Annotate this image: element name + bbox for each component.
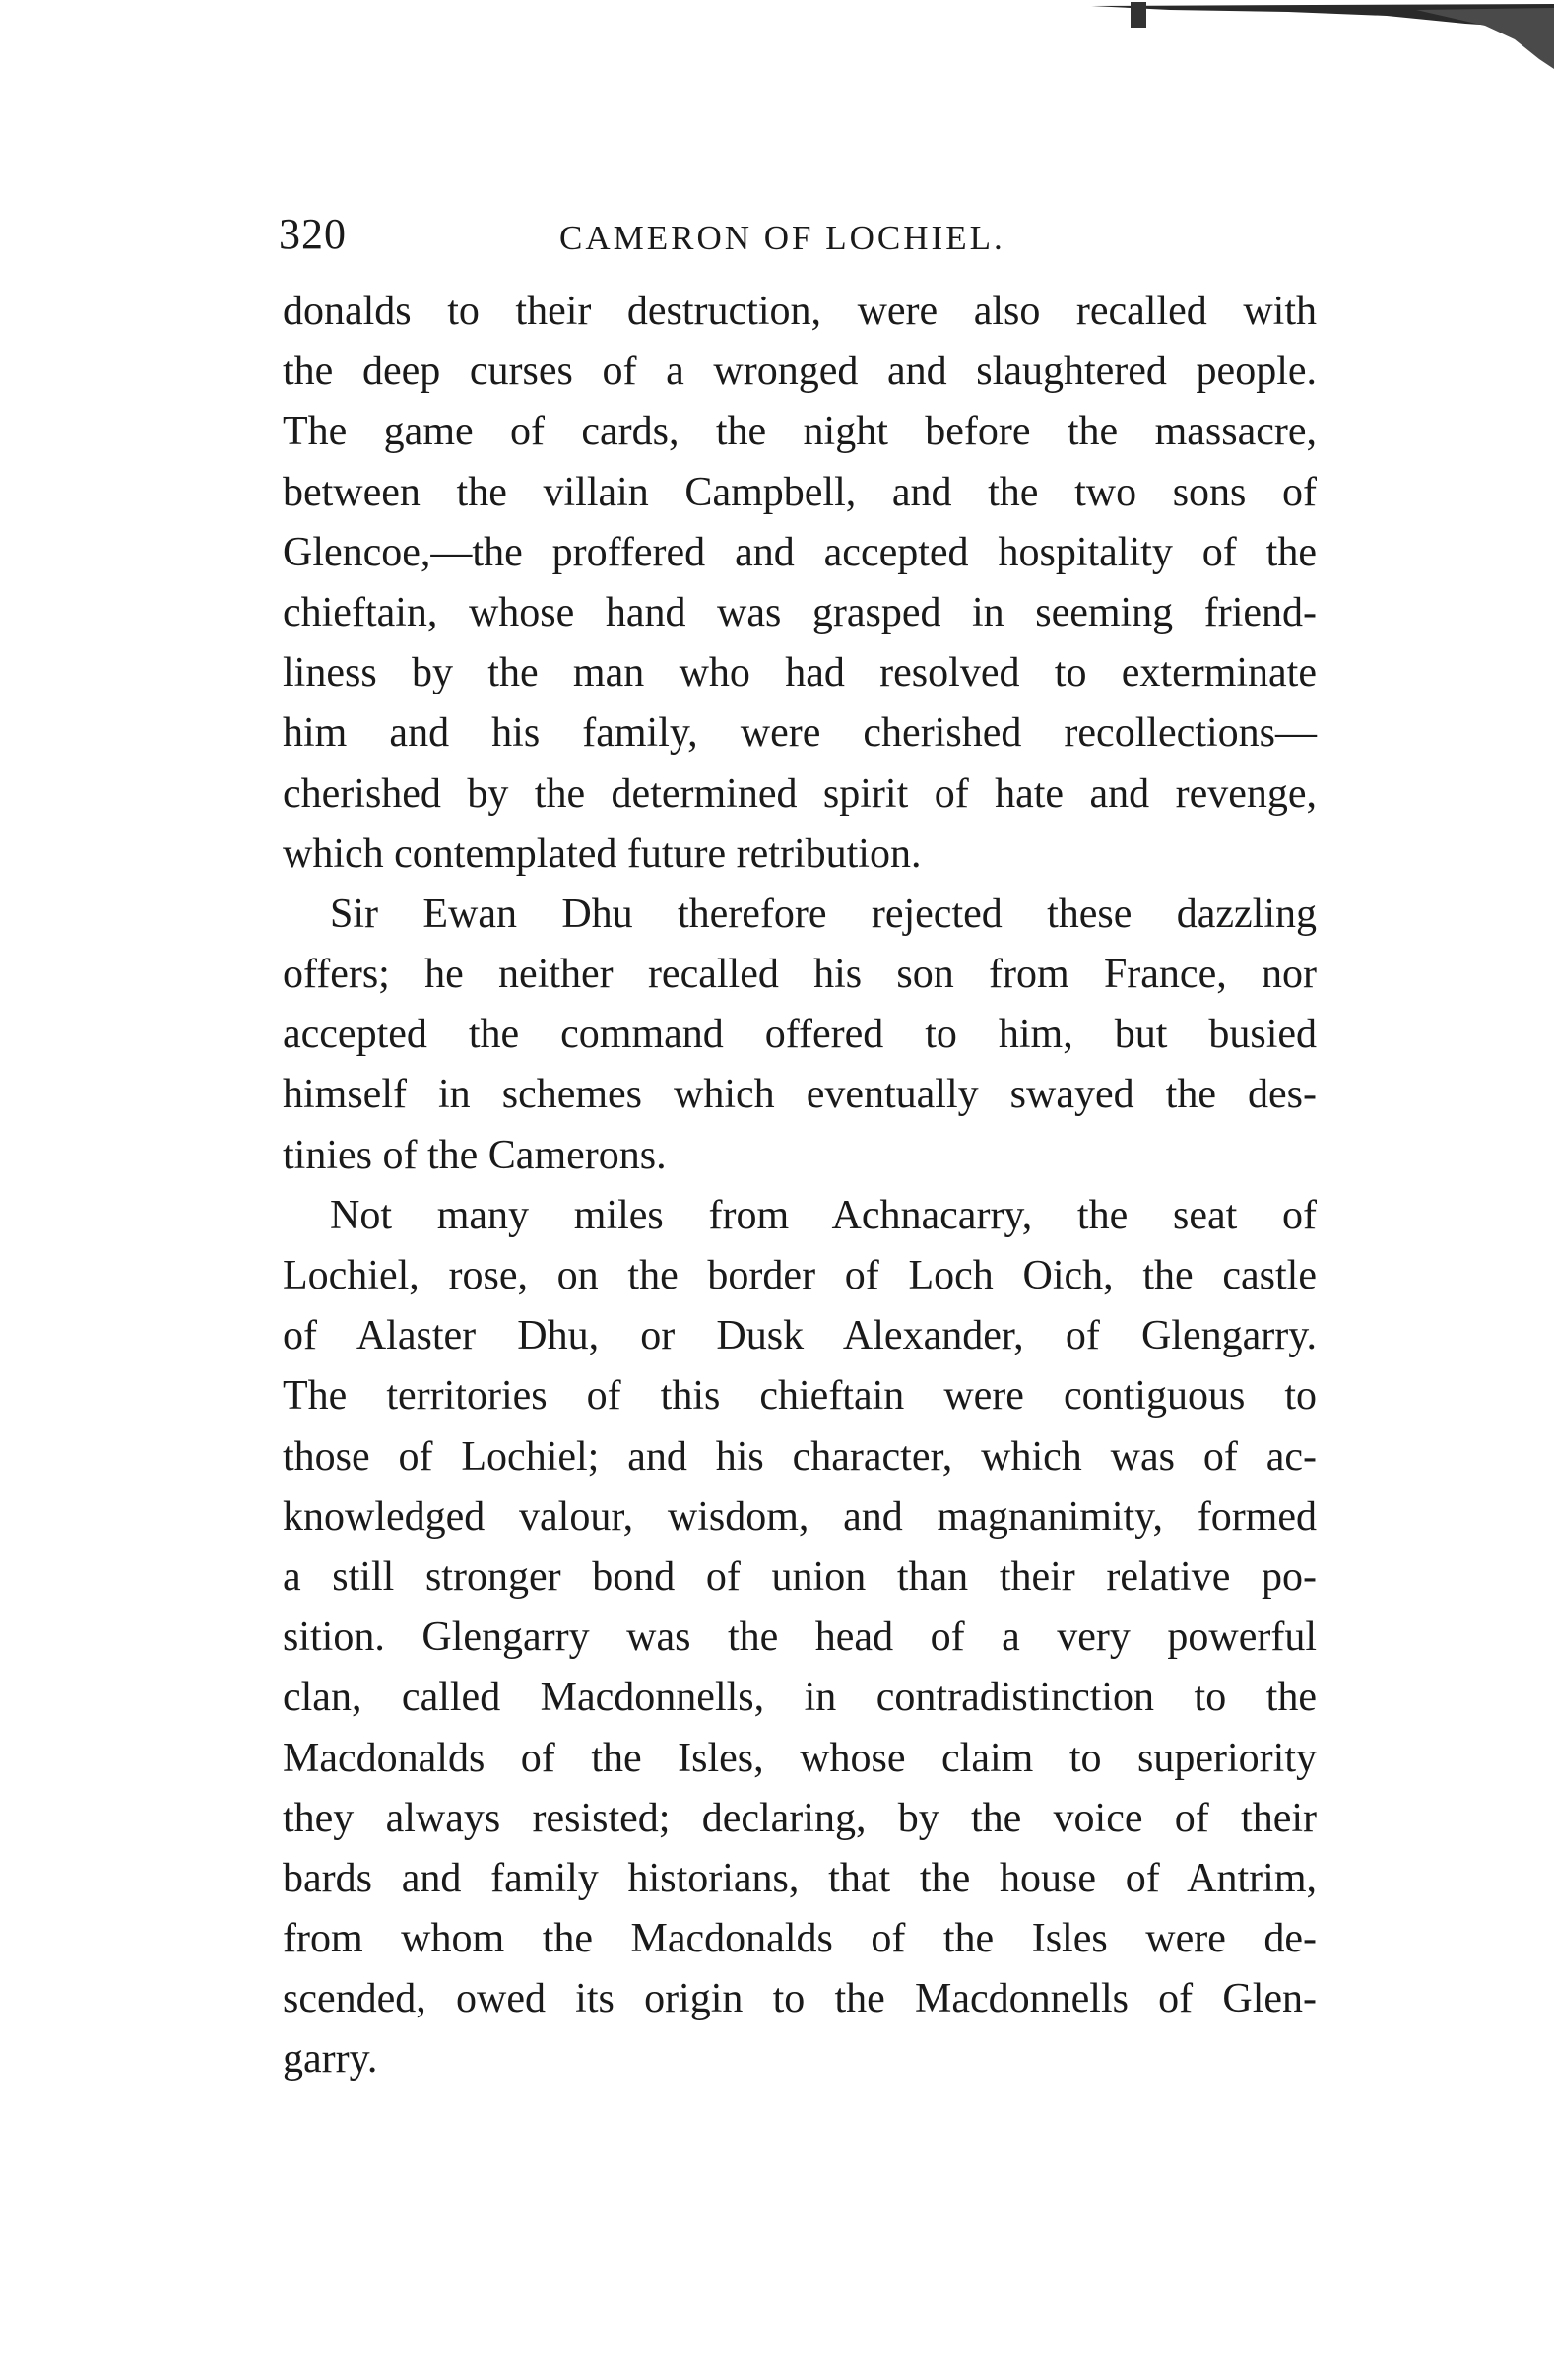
text-line: Macdonalds of the Isles, whose claim to superiority xyxy=(283,1735,1317,1781)
text-line: cherished by the determined spirit of hate and revenge, xyxy=(283,770,1317,817)
text-line: garry. xyxy=(283,2036,378,2082)
text-line: which contemplated future retribution. xyxy=(283,830,922,877)
page-number: 320 xyxy=(279,210,347,258)
body-text xyxy=(283,282,1317,2090)
running-title: CAMERON OF LOCHIEL. xyxy=(559,219,1005,257)
text-line: Lochiel, rose, on the border of Loch Oich, the castle xyxy=(283,1253,1317,1298)
text-line: him and his family, were cherished recollections— xyxy=(283,710,1317,757)
text-line: between the villain Campbell, and the two sons of xyxy=(283,469,1317,515)
paragraph xyxy=(283,1186,1317,2090)
scan-edge-artifact xyxy=(1091,0,1554,89)
text-line: donalds to their destruction, were also recalled with xyxy=(283,289,1317,334)
text-line: they always resisted; declaring, by the voice of their xyxy=(283,1795,1317,1841)
text-line: The territories of this chieftain were contiguous to xyxy=(283,1373,1317,1420)
paragraph xyxy=(283,282,1317,885)
text-line: Glencoe,—the proffered and accepted hospitality of the xyxy=(283,529,1317,575)
text-line: Not many miles from Achnacarry, the seat of xyxy=(330,1192,1317,1238)
text-line: Sir Ewan Dhu therefore rejected these dazzling xyxy=(330,891,1317,937)
text-line: himself in schemes which eventually swayed the des- xyxy=(283,1072,1317,1118)
running-header xyxy=(279,209,1313,268)
text-line: bards and family historians, that the house of Antrim, xyxy=(283,1855,1317,1901)
paragraph xyxy=(283,885,1317,1186)
text-line: scended, owed its origin to the Macdonnells of Glen- xyxy=(283,1976,1317,2022)
text-line: knowledged valour, wisdom, and magnanimity, formed xyxy=(283,1493,1317,1540)
text-line: accepted the command offered to him, but busied xyxy=(283,1012,1317,1058)
text-line: clan, called Macdonnells, in contradistinction to the xyxy=(283,1675,1317,1721)
text-line: a still stronger bond of union than their relative po- xyxy=(283,1554,1317,1600)
text-line: the deep curses of a wronged and slaughtered people. xyxy=(283,349,1317,395)
text-line: of Alaster Dhu, or Dusk Alexander, of Glengarry. xyxy=(283,1313,1317,1359)
text-line: tinies of the Camerons. xyxy=(283,1132,667,1178)
text-line: The game of cards, the night before the massacre, xyxy=(283,409,1317,455)
text-line: offers; he neither recalled his son from France, nor xyxy=(283,952,1317,998)
text-line: chieftain, whose hand was grasped in seeming friend- xyxy=(283,589,1317,635)
text-line: those of Lochiel; and his character, which was of ac- xyxy=(283,1433,1317,1480)
text-line: liness by the man who had resolved to exterminate xyxy=(283,650,1317,696)
text-line: from whom the Macdonalds of the Isles were de- xyxy=(283,1916,1317,1962)
text-line: sition. Glengarry was the head of a very powerful xyxy=(283,1615,1317,1661)
